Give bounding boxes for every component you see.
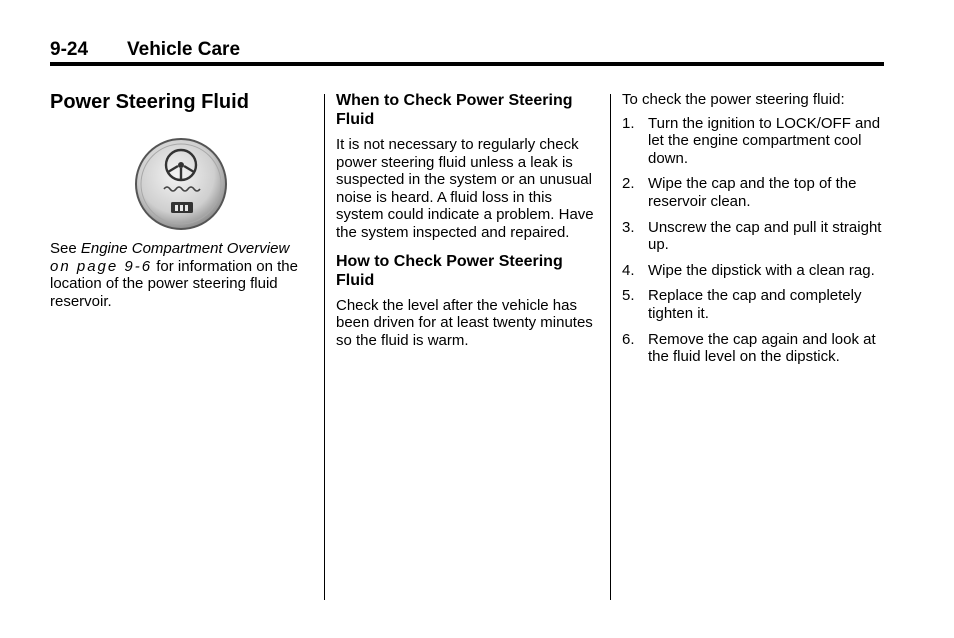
list-item: 4. Wipe the dipstick with a clean rag. (622, 261, 875, 279)
page-header (50, 39, 884, 67)
page-title: Power Steering Fluid (50, 91, 249, 113)
list-item: 1. Turn the ignition to LOCK/OFF and let the engine compartment cool down. (622, 114, 881, 167)
heading-how-to-check: How to Check Power Steering Fluid (336, 252, 563, 289)
list-item: 6. Remove the cap again and look at the fluid level on the dipstick. (622, 330, 876, 366)
see-reference-paragraph: See Engine Compartment Overview on page 9-6 for information on the location of the power steering fluid reservoir. (50, 240, 298, 310)
section-title: Vehicle Care (127, 39, 241, 60)
power-steering-reservoir-cap-icon (133, 136, 233, 236)
column-1 (50, 90, 312, 310)
heading-when-to-check: When to Check Power Steering Fluid (336, 92, 573, 128)
list-item: 2. Wipe the cap and the top of the reservoir clean. (622, 175, 857, 210)
list-item: 5. Replace the cap and completely tighten it. (622, 287, 862, 322)
steps-list (622, 115, 884, 366)
steps-intro: To check the power steering fluid: (622, 91, 845, 108)
when-to-check-paragraph: It is not necessary to regularly check power steering fluid unless a leak is suspected in the system or an unusual noise is heard. A fluid loss in this system could indicate a problem. Have the system inspected and repaired. (336, 136, 594, 241)
column-2 (336, 91, 602, 349)
page-number: 9-24 (50, 39, 89, 60)
cross-reference-page[interactable]: on page 9-6 (50, 257, 153, 275)
list-item: 3. Unscrew the cap and pull it straight up. (622, 218, 882, 254)
column-divider-2 (610, 94, 611, 600)
column-divider-1 (324, 94, 325, 600)
cross-reference-link[interactable]: Engine Compartment Overview (80, 240, 290, 257)
how-to-check-paragraph: Check the level after the vehicle has been driven for at least twenty minutes so the fluid is warm. (336, 296, 593, 349)
column-3 (622, 91, 884, 374)
header-rule (50, 62, 884, 66)
